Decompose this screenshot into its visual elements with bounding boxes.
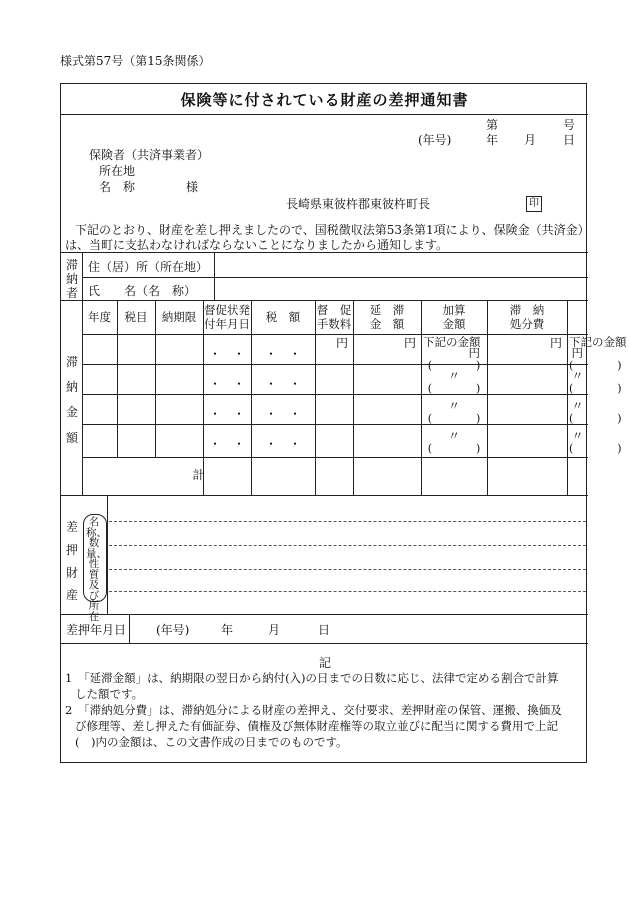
note-line-3: 2 「滞納処分費」は、滞納処分による財産の差押え、交付要求、差押財産の保管、運搬、換価及 — [65, 703, 562, 717]
seized-sub-label: 名称、数量、性質及び所在 — [86, 516, 107, 623]
late-fee-paren: ( ) — [427, 412, 481, 425]
delinquent-address-label: 住（居）所（所在地） — [88, 260, 209, 274]
amount-header-cell: 付年月日 — [204, 317, 250, 331]
amount-header-cell: 手数料 — [316, 317, 352, 331]
amount-total-label: 計 — [192, 468, 205, 482]
late-fee-ditto: 〃 — [447, 369, 460, 383]
date-nen: 年 — [486, 133, 499, 147]
amount-header-cell: 滞 納 — [509, 303, 545, 317]
seizure-date-nengo: (年号) — [156, 623, 190, 637]
disposal-fee-ditto: 〃 — [571, 399, 584, 413]
notice-date-dots: ・ ・ — [264, 407, 301, 421]
amount-header-cell: 加算 — [442, 303, 466, 317]
address-label: 所在地 — [99, 164, 136, 178]
late-fee-paren: ( ) — [427, 359, 481, 372]
disposal-fee-paren: ( ) — [569, 359, 622, 372]
date-nengo: (年号) — [418, 133, 452, 147]
amount-header-cell: 督 促 — [316, 303, 352, 317]
seized-line-4 — [109, 591, 586, 592]
disposal-fee-paren: ( ) — [569, 442, 622, 455]
seizure-date-label: 差押年月日 — [66, 623, 127, 637]
amount-header-cell: 年度 — [88, 310, 111, 324]
disposal-fee-paren: ( ) — [569, 382, 622, 395]
notes-heading: 記 — [319, 656, 332, 670]
issuer-name: 長崎県東彼杵郡東彼杵町長 — [286, 197, 431, 211]
name-label: 名 称 — [99, 180, 136, 194]
date-tsuki: 月 — [524, 133, 537, 147]
disposal-fee-ditto: 〃 — [571, 429, 584, 443]
amount-header-cell: 納期限 — [161, 310, 197, 324]
seizure-date-hi: 日 — [318, 623, 331, 637]
addressee-label: 保険者（共済事業者） — [89, 148, 210, 162]
late-fee-note: 下記の金額 — [423, 335, 481, 349]
seizure-date-divider — [129, 614, 130, 643]
notice-date-dots: ・ ・ — [264, 437, 301, 451]
notice-date-dots: ・ ・ — [264, 377, 301, 391]
due-date-dots: ・ ・ — [208, 407, 245, 421]
seized-label: 差押財産 — [65, 520, 78, 603]
document-title: 保険等に付されている財産の差押通知書 — [180, 91, 469, 109]
amount-header-cell: 督促状発 — [204, 303, 250, 317]
number-dai: 第 — [486, 118, 499, 132]
due-date-dots: ・ ・ — [208, 437, 245, 451]
late-fee-paren: ( ) — [427, 442, 481, 455]
intro-line-2: は、当町に支払わなければならないことになりましたから通知します。 — [65, 238, 449, 252]
disposal-fee-note: 下記の金額 — [569, 335, 627, 349]
due-date-dots: ・ ・ — [208, 347, 245, 361]
seized-line-2 — [109, 545, 586, 546]
late-fee-paren: ( ) — [427, 382, 481, 395]
surcharge-yen-unit: 円 — [549, 336, 562, 350]
seized-label-divider — [107, 495, 108, 614]
seizure-date-bottom-line — [61, 643, 588, 644]
seizure-date-nen: 年 — [221, 623, 234, 637]
amount-header-cell: 税 額 — [265, 310, 301, 324]
amount-header-cell: 税目 — [124, 310, 148, 324]
late-fee-ditto: 〃 — [447, 429, 460, 443]
due-date-dots: ・ ・ — [208, 377, 245, 391]
seizure-date-tsuki: 月 — [268, 623, 281, 637]
amount-header-cell: 金額 — [442, 317, 466, 331]
delinquent-label: 滞納者 — [65, 258, 78, 300]
seized-top-line — [61, 495, 588, 496]
date-hi: 日 — [563, 133, 576, 147]
note-line-5: ( )内の金額は、この文書作成の日までのものです。 — [75, 735, 348, 749]
tax-yen-unit: 円 — [335, 336, 348, 350]
notice-date-dots: ・ ・ — [264, 347, 301, 361]
amount-header-cell: 金 額 — [369, 317, 405, 331]
official-seal: 印 — [526, 196, 542, 212]
form-reference: 様式第57号（第15条関係） — [60, 54, 211, 68]
fee-yen-unit: 円 — [403, 336, 416, 350]
seized-line-3 — [109, 569, 586, 570]
late-fee-yen: 円 — [468, 346, 480, 360]
seizure-date-top-line — [61, 614, 588, 615]
note-line-4: び修理等、差し押えた有価証券、債権及び無体財産権等の取立並びに配当に関する費用で上記 — [75, 719, 558, 733]
number-go: 号 — [563, 118, 576, 132]
amount-header-cell: 延 滞 — [369, 303, 405, 317]
amount-header-cell: 処分費 — [509, 317, 545, 331]
disposal-fee-yen: 円 — [571, 346, 583, 360]
seized-line-1 — [109, 521, 586, 522]
sama-label: 様 — [186, 180, 199, 194]
late-fee-ditto: 〃 — [447, 399, 460, 413]
intro-line-1: 下記のとおり、財産を差し押えましたので、国税徴収法第53条第1項により、保険金（共済金） — [75, 223, 590, 237]
amount-label: 滞納金額 — [65, 355, 78, 445]
disposal-fee-ditto: 〃 — [571, 369, 584, 383]
note-line-1: 1 「延滞金額」は、納期限の翌日から納付(入)の日までの日数に応じ、法律で定める割合で計算 — [65, 671, 559, 685]
notice-form — [60, 83, 627, 763]
note-line-2: した額です。 — [75, 687, 144, 701]
delinquent-name-label: 氏 名（名 称） — [88, 284, 197, 298]
disposal-fee-paren: ( ) — [569, 412, 622, 425]
